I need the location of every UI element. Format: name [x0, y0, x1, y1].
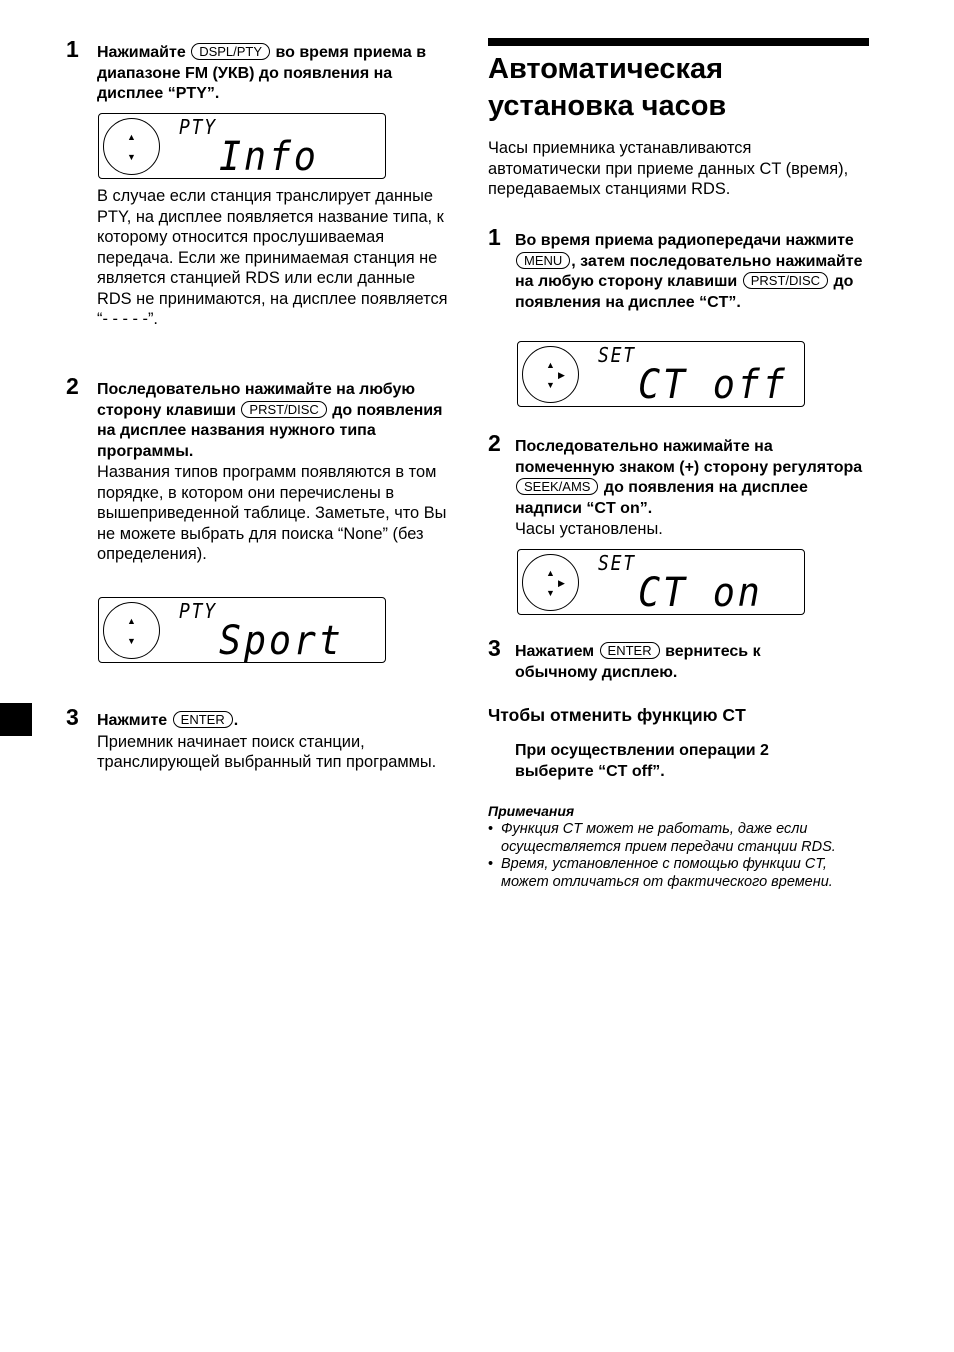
- step-instruction: Нажмите ENTER .: [97, 712, 239, 729]
- pty-step-2: [66, 373, 456, 565]
- notes-heading: Примечания: [488, 803, 575, 819]
- display-ct-off: [517, 341, 805, 407]
- display-ct-on: [517, 549, 805, 615]
- display-big-text: CT on: [638, 570, 763, 616]
- section-title: Автоматическая установка часов: [488, 53, 727, 122]
- step-description: Приемник начинает поиск станции, транслирующей выбранный тип программы.: [97, 732, 437, 771]
- dial-icon: ▲ ▼: [103, 602, 160, 659]
- pty-step-3: [66, 704, 456, 773]
- display-small-text: SET: [598, 343, 636, 367]
- display-small-text: SET: [598, 551, 636, 575]
- display-big-text: Sport: [219, 618, 344, 664]
- enter-key: ENTER: [173, 711, 233, 728]
- ct-step-2: [488, 430, 873, 540]
- dial-icon: ▲ ▼ ▶: [522, 554, 579, 611]
- section-tab-marker: [0, 703, 32, 736]
- step-description: Часы установлены.: [515, 520, 663, 538]
- section-rule: [488, 38, 869, 46]
- section-intro: Часы приемника устанавливаются автоматически при приеме данных CT (время), передаваемых станциями RDS.: [488, 139, 849, 198]
- menu-key: MENU: [516, 252, 570, 269]
- dial-icon: ▲ ▼ ▶: [522, 346, 579, 403]
- step-number: 2: [488, 430, 501, 456]
- prst-disc-key: PRST/DISC: [241, 401, 326, 418]
- pty-step-1: [66, 36, 456, 105]
- prst-disc-key: PRST/DISC: [743, 272, 828, 289]
- cancel-ct-text: При осуществлении операции 2 выберите “CT off”.: [515, 742, 769, 780]
- ct-step-1: [488, 224, 873, 313]
- step-number: 2: [66, 373, 79, 399]
- cancel-ct-heading: Чтобы отменить функцию CT: [488, 705, 746, 725]
- display-big-text: Info: [219, 134, 319, 180]
- seek-ams-key: SEEK/AMS: [516, 478, 598, 495]
- step-number: 3: [66, 704, 79, 730]
- note-item: • Функция CT может не работать, даже если осуществляется прием передачи станции RDS.: [488, 821, 878, 856]
- dial-icon: ▲ ▼: [103, 118, 160, 175]
- display-pty-sport: [98, 597, 386, 663]
- step-instruction: Нажатием ENTER вернитесь к обычному дисплею.: [515, 643, 761, 681]
- step-number: 1: [66, 36, 79, 62]
- step-instruction: Последовательно нажимайте на любую сторону клавиши PRST/DISC до появления на дисплее названия нужного типа программы.: [97, 381, 443, 460]
- notes-list: [488, 821, 878, 891]
- display-pty-info: [98, 113, 386, 179]
- note-item: • Время, установленное с помощью функции CT, может отличаться от фактического времени.: [488, 856, 878, 891]
- enter-key: ENTER: [600, 642, 660, 659]
- step-instruction: Во время приема радиопередачи нажмите MENU , затем последовательно нажимайте на любую сторону клавиши PRST/DISC до появления на дисплее “CT”.: [515, 232, 863, 311]
- step-instruction: Последовательно нажимайте на помеченную знаком (+) сторону регулятора SEEK/AMS до появления на дисплее надписи “CT on”.: [515, 438, 863, 517]
- dspl-pty-key: DSPL/PTY: [191, 43, 270, 60]
- ct-step-3: [488, 635, 873, 683]
- step-number: 3: [488, 635, 501, 661]
- step-number: 1: [488, 224, 501, 250]
- step-instruction: Нажимайте DSPL/PTY во время приема в диапазоне FM (УКВ) до появления на дисплее “PTY”.: [97, 44, 427, 102]
- display-small-text: PTY: [179, 599, 217, 623]
- display-small-text: PTY: [179, 115, 217, 139]
- step-description: Названия типов программ появляются в том порядке, в котором они перечислены в вышеприведенной таблице. Заметьте, что Вы не можете выбрать для поиска “None” (без определения).: [97, 463, 447, 563]
- pty-step-1-description: В случае если станция транслирует данные PTY, на дисплее появляется название типа, к которому относится прослушиваемая передача. Если же принимаемая станция не является станцией RDS или если данные RDS не принимаются, на дисплее появляется “- - - - -”.: [97, 187, 448, 328]
- display-big-text: CT off: [638, 362, 788, 408]
